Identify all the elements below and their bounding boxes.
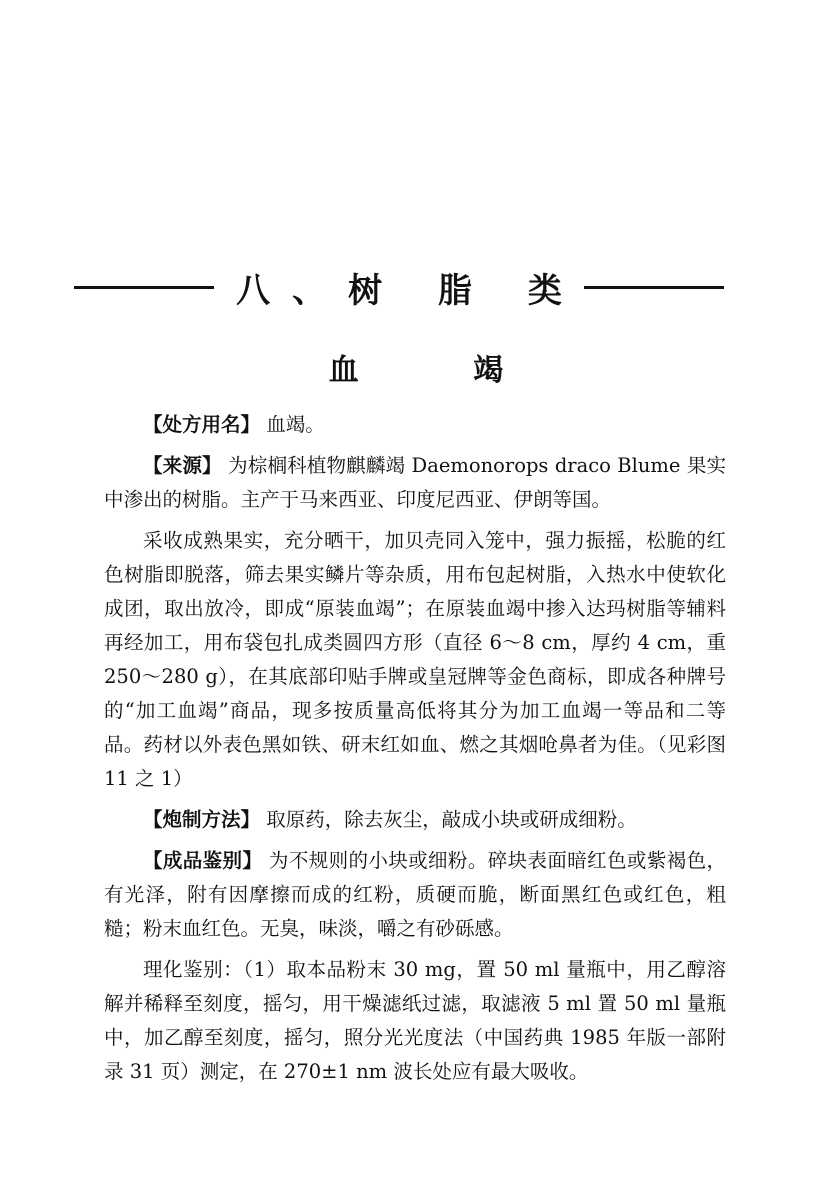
section-heading	[74, 262, 724, 312]
paragraph-text: 为不规则的小块或细粉。碎块表面暗红色或紫褐色，有光泽，附有因摩擦而成的红粉，质硬而脆，断面黑红色或红色，粗糙；粉末血红色。无臭，味淡，嚼之有砂砾感。	[104, 849, 726, 940]
paragraph-processing	[104, 803, 726, 837]
right-rule	[584, 286, 724, 289]
paragraph-harvest	[104, 524, 726, 796]
paragraph-label: 【来源】	[143, 454, 222, 477]
paragraph-physicochemical	[104, 953, 726, 1089]
left-rule	[74, 286, 214, 289]
entry-title: 血 竭	[328, 353, 556, 388]
paragraph-text: 采收成熟果实，充分晒干，加贝壳同入笼中，强力振摇，松脆的红色树脂即脱落，筛去果实鳞片等杂质，用布包起树脂，入热水中使软化成团，取出放冷，即成“原装血竭”；在原装血竭中掺入达玛树脂等辅料再经加工，用布袋包扎成类圆四方形（直径 6～8 cm，厚约 4 cm，重 250～280 g），在其底部印贴手牌或皇冠牌等金色商标，即成各种牌号的“加工血竭”商品，现多按质量高低将其分为加工血竭一等品和二等品。药材以外表色黑如铁、研末红如血、燃之其烟呛鼻者为佳。（见彩图 11 之 1）	[104, 529, 726, 790]
paragraph-text: 理化鉴别：（1）取本品粉末 30 mg，置 50 ml 量瓶中，用乙醇溶解并稀释至刻度，摇匀，用干燥滤纸过滤，取滤液 5 ml 置 50 ml 量瓶中，加乙醇至刻度，摇匀，照分光光度法（中国药典 1985 年版一部附录 31 页）测定，在 270±1 nm 波长处应有最大吸收。	[104, 958, 726, 1083]
paragraph-source	[104, 449, 726, 517]
paragraph-label: 【炮制方法】	[143, 808, 261, 831]
body-text	[104, 408, 726, 1096]
paragraph-text: 血竭。	[260, 413, 325, 436]
paragraph-label: 【处方用名】	[143, 413, 261, 436]
paragraph-text: 取原药，除去灰尘，敲成小块或研成细粉。	[260, 808, 637, 831]
section-title: 八、树 脂 类	[236, 270, 584, 311]
paragraph-text: 为棕榈科植物麒麟竭 Daemonorops draco Blume 果实中渗出的树脂。主产于马来西亚、印度尼西亚、伊朗等国。	[104, 454, 726, 511]
paragraph-label: 【成品鉴别】	[143, 849, 263, 872]
paragraph-identification	[104, 844, 726, 946]
paragraph-prescription-name	[104, 408, 726, 442]
